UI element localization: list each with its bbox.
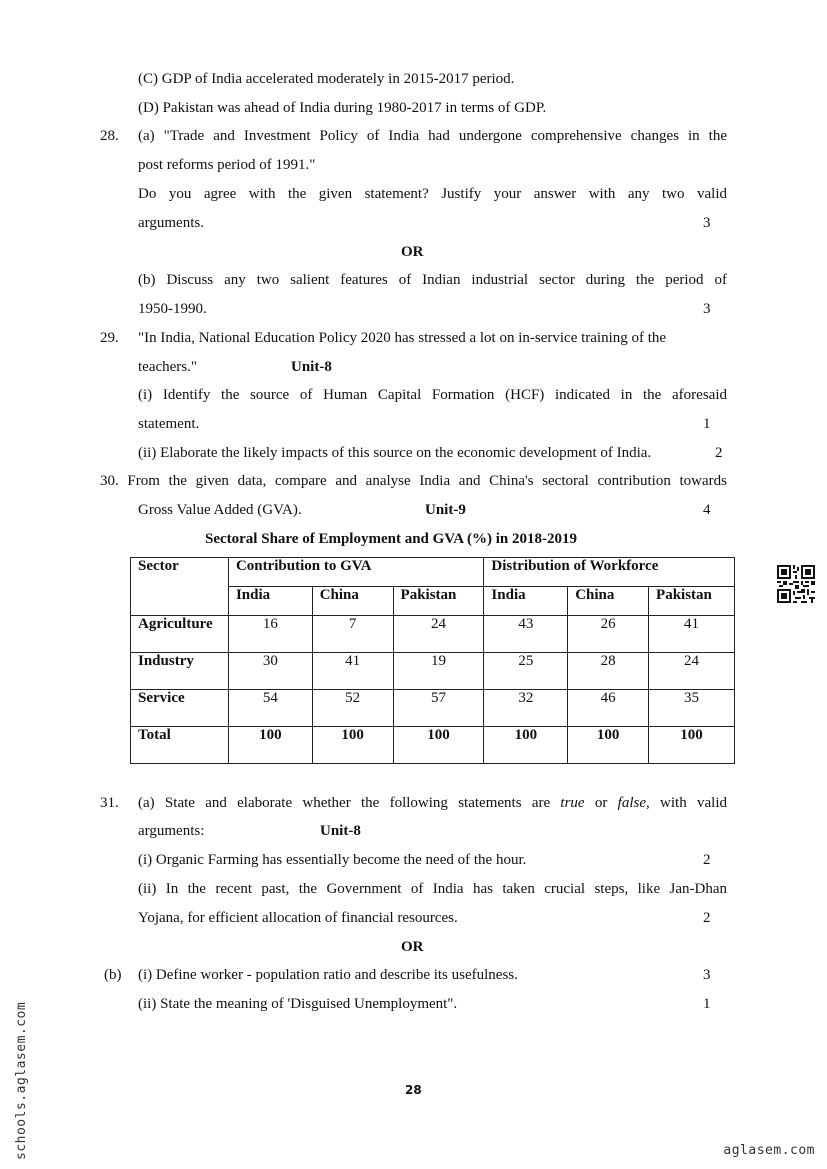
q30-unit: Unit-9 [425, 502, 466, 518]
value-cell: 30 [228, 653, 312, 690]
value-cell: 41 [649, 616, 735, 653]
country-header: China [568, 587, 649, 616]
value-cell: 54 [228, 690, 312, 727]
q28-number: 28. [100, 128, 119, 144]
q28-b-line2: 1950-1990. [138, 301, 207, 317]
q29-i-line2: statement. [138, 416, 200, 432]
country-header: Pakistan [393, 587, 484, 616]
q29-i-line1: (i) Identify the source of Human Capital Formation (HCF) indicated in the aforesaid [138, 387, 727, 403]
value-cell: 24 [393, 616, 484, 653]
q30-marks: 4 [703, 502, 711, 518]
q28-a-marks: 3 [703, 215, 711, 231]
sector-cell: Total [131, 727, 229, 764]
q31-a-post: , with valid [646, 795, 727, 811]
sector-cell: Service [131, 690, 229, 727]
q28-a-line4: arguments. [138, 215, 204, 231]
value-cell: 24 [649, 653, 735, 690]
qr-code-icon [777, 565, 815, 603]
country-header: China [312, 587, 393, 616]
sector-cell: Industry [131, 653, 229, 690]
q28-a-line3: Do you agree with the given statement? Justify your answer with any two valid [138, 186, 727, 202]
q29-i-marks: 1 [703, 416, 711, 432]
sectoral-share-table [130, 557, 735, 764]
value-cell: 35 [649, 690, 735, 727]
q29-unit: Unit-8 [291, 359, 332, 375]
value-cell: 7 [312, 616, 393, 653]
total-cell: 100 [393, 727, 484, 764]
q28-b-marks: 3 [703, 301, 711, 317]
table-row [131, 653, 735, 690]
gva-group-header: Contribution to GVA [228, 558, 483, 587]
country-header: India [228, 587, 312, 616]
q31-a-false: false [617, 795, 647, 811]
value-cell: 19 [393, 653, 484, 690]
q28-or: OR [401, 244, 424, 260]
q31-i-line: (i) Organic Farming has essentially become the need of the hour. [138, 852, 527, 868]
q29-line2: teachers." [138, 359, 198, 375]
sector-header: Sector [131, 558, 229, 616]
q28-a-line1: (a) "Trade and Investment Policy of India had undergone comprehensive changes in the [138, 128, 727, 144]
q31-a-line2: arguments: [138, 823, 205, 839]
table-header-row [131, 558, 735, 587]
value-cell: 52 [312, 690, 393, 727]
table-row [131, 690, 735, 727]
value-cell: 41 [312, 653, 393, 690]
q31-i-marks: 2 [703, 852, 711, 868]
q31-a-line1 [138, 794, 727, 812]
q27-option-c: (C) GDP of India accelerated moderately in 2015-2017 period. [138, 71, 515, 87]
q31-a-true: true [560, 795, 585, 811]
q29-number: 29. [100, 330, 119, 346]
q31-b-ii: (ii) State the meaning of 'Disguised Unemployment". [138, 996, 458, 1012]
country-header: India [484, 587, 568, 616]
table-total-row [131, 727, 735, 764]
q29-ii-line: (ii) Elaborate the likely impacts of this source on the economic development of India. [138, 445, 652, 461]
value-cell: 46 [568, 690, 649, 727]
value-cell: 26 [568, 616, 649, 653]
q31-or: OR [401, 939, 424, 955]
q31-a-pre: (a) State and elaborate whether the following statements are [138, 795, 561, 811]
total-cell: 100 [312, 727, 393, 764]
sector-cell: Agriculture [131, 616, 229, 653]
value-cell: 16 [228, 616, 312, 653]
q29-ii-marks: 2 [715, 445, 723, 461]
value-cell: 43 [484, 616, 568, 653]
q28-a-line2: post reforms period of 1991." [138, 157, 316, 173]
page-number: 28 [405, 1083, 422, 1097]
q31-unit: Unit-8 [320, 823, 361, 839]
value-cell: 25 [484, 653, 568, 690]
footer-watermark: aglasem.com [723, 1143, 815, 1158]
value-cell: 28 [568, 653, 649, 690]
q31-b-i: (i) Define worker - population ratio and describe its usefulness. [138, 967, 518, 983]
q31-b-i-marks: 3 [703, 967, 711, 983]
side-watermark: schools.aglasem.com [14, 1001, 29, 1160]
q29-line1: "In India, National Education Policy 2020 has stressed a lot on in-service training of the [138, 330, 667, 346]
q30-line1: 30. From the given data, compare and analyse India and China's sectoral contribution towards [100, 473, 727, 489]
total-cell: 100 [568, 727, 649, 764]
q31-ii-line1: (ii) In the recent past, the Government of India has taken crucial steps, like Jan-Dhan [138, 881, 727, 897]
q31-a-or: or [584, 795, 618, 811]
table-row [131, 616, 735, 653]
total-cell: 100 [228, 727, 312, 764]
country-header: Pakistan [649, 587, 735, 616]
value-cell: 57 [393, 690, 484, 727]
q31-ii-line2: Yojana, for efficient allocation of financial resources. [138, 910, 458, 926]
q30-line2: Gross Value Added (GVA). [138, 502, 302, 518]
total-cell: 100 [484, 727, 568, 764]
workforce-group-header: Distribution of Workforce [484, 558, 735, 587]
table-title: Sectoral Share of Employment and GVA (%) in 2018-2019 [205, 531, 577, 547]
q28-b-line1: (b) Discuss any two salient features of Indian industrial sector during the period of [138, 272, 727, 288]
q27-option-d: (D) Pakistan was ahead of India during 1980-2017 in terms of GDP. [138, 100, 547, 116]
value-cell: 32 [484, 690, 568, 727]
total-cell: 100 [649, 727, 735, 764]
q31-b-ii-marks: 1 [703, 996, 711, 1012]
q31-ii-marks: 2 [703, 910, 711, 926]
q31-b-label: (b) [104, 967, 122, 983]
q31-number: 31. [100, 795, 119, 811]
